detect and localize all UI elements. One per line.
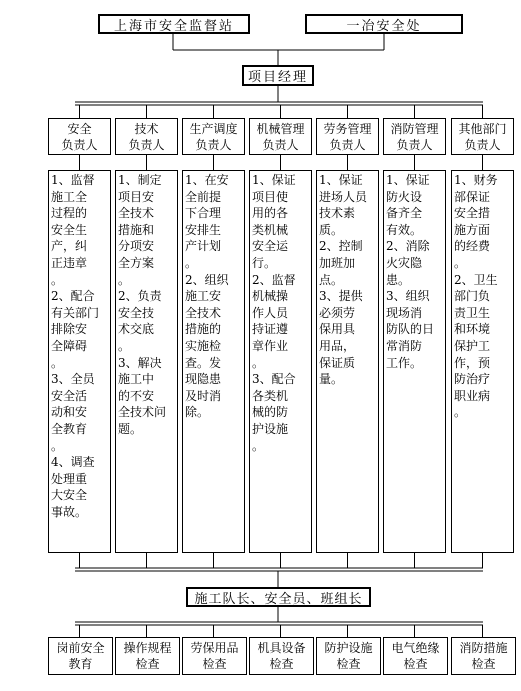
role-title: 劳务管理 负责人 bbox=[323, 122, 372, 152]
check-item-label: 机具设备 检查 bbox=[257, 641, 306, 671]
role-title: 安全 负责人 bbox=[61, 122, 98, 152]
role-duties-text: 1、监督 施工全 过程的 安全生 产，纠 正违章 。 2、配合 有关部门 排除安 全障碍 。 3、全员 安全活 动和安 全教育 。 4、调查 处理重 大安全 事故。 bbox=[51, 173, 100, 519]
role-duties-box bbox=[249, 170, 312, 553]
role-box bbox=[383, 118, 446, 155]
role-duties-box bbox=[115, 170, 178, 553]
role-duties-text: 1、保证 项目使 用的各 类机械 安全运 行。 2、监督 机械操 作人员 持证遵 章作业 。 3、配合 各类机 械的防 护设施 。 bbox=[252, 173, 296, 453]
role-box bbox=[182, 118, 245, 155]
check-item-box bbox=[249, 637, 314, 675]
role-title: 机械管理 负责人 bbox=[256, 122, 305, 152]
check-item-label: 消防措施 检查 bbox=[459, 641, 508, 671]
check-item-box bbox=[48, 637, 113, 675]
check-item-label: 防护设施 检查 bbox=[324, 641, 373, 671]
project-manager-label: 项目经理 bbox=[247, 70, 308, 85]
supervision-station-label: 上海市安全监督站 bbox=[113, 18, 234, 34]
role-box bbox=[48, 118, 111, 155]
role-title: 消防管理 负责人 bbox=[390, 122, 439, 152]
role-duties-text: 1、保证 进场人员 技术素 质。 2、控制 加班加 点。 3、提供 必须劳 保用具 用品， 保证质 量。 bbox=[319, 173, 368, 387]
role-duties-text: 1、制定 项目安 全技术 措施和 分项安 全方案 。 2、负责 安全技 术交底 。 3、解决 施工中 的不安 全技术问 题。 bbox=[118, 173, 167, 436]
safety-department-label: 一冶安全处 bbox=[346, 18, 422, 34]
role-title: 其他部门 负责人 bbox=[458, 122, 507, 152]
role-duties-text: 1、保证 防火设 备齐全 有效。 2、消除 火灾隐 患。 3、组织 现场消 防队的日 常消防 工作。 bbox=[386, 173, 435, 370]
role-box bbox=[249, 118, 312, 155]
role-box bbox=[115, 118, 178, 155]
supervision-station-box bbox=[98, 14, 250, 34]
role-duties-box bbox=[48, 170, 111, 553]
project-manager-box bbox=[242, 65, 314, 86]
staff-box bbox=[186, 587, 371, 607]
check-item-box bbox=[451, 637, 516, 675]
role-title: 技术 负责人 bbox=[128, 122, 165, 152]
role-duties-text: 1、财务 部保证 安全措 施方面 的经费 。 2、卫生 部门负 责卫生 和环境 保护工 作，预 防治疗 职业病 。 bbox=[454, 173, 498, 420]
role-duties-box bbox=[451, 170, 514, 553]
check-item-box bbox=[182, 637, 247, 675]
check-item-label: 劳保用品 检查 bbox=[190, 641, 239, 671]
check-item-label: 操作规程 检查 bbox=[123, 641, 172, 671]
role-duties-box bbox=[182, 170, 245, 553]
role-box bbox=[451, 118, 514, 155]
safety-department-box bbox=[305, 14, 463, 34]
role-duties-box bbox=[383, 170, 446, 553]
staff-label: 施工队长、安全员、班组长 bbox=[194, 591, 363, 607]
check-item-box bbox=[115, 637, 180, 675]
role-duties-text: 1、在安 全前提 下合理 安排生 产计划 。 2、组织 施工安 全技术 措施的 实施检 查。发 现隐患 及时消 除。 bbox=[185, 173, 229, 420]
role-duties-box bbox=[316, 170, 379, 553]
check-item-label: 岗前安全 教育 bbox=[56, 641, 105, 671]
check-item-box bbox=[383, 637, 448, 675]
role-box bbox=[316, 118, 379, 155]
check-item-label: 电气绝缘 检查 bbox=[391, 641, 440, 671]
role-title: 生产调度 负责人 bbox=[189, 122, 238, 152]
check-item-box bbox=[316, 637, 381, 675]
